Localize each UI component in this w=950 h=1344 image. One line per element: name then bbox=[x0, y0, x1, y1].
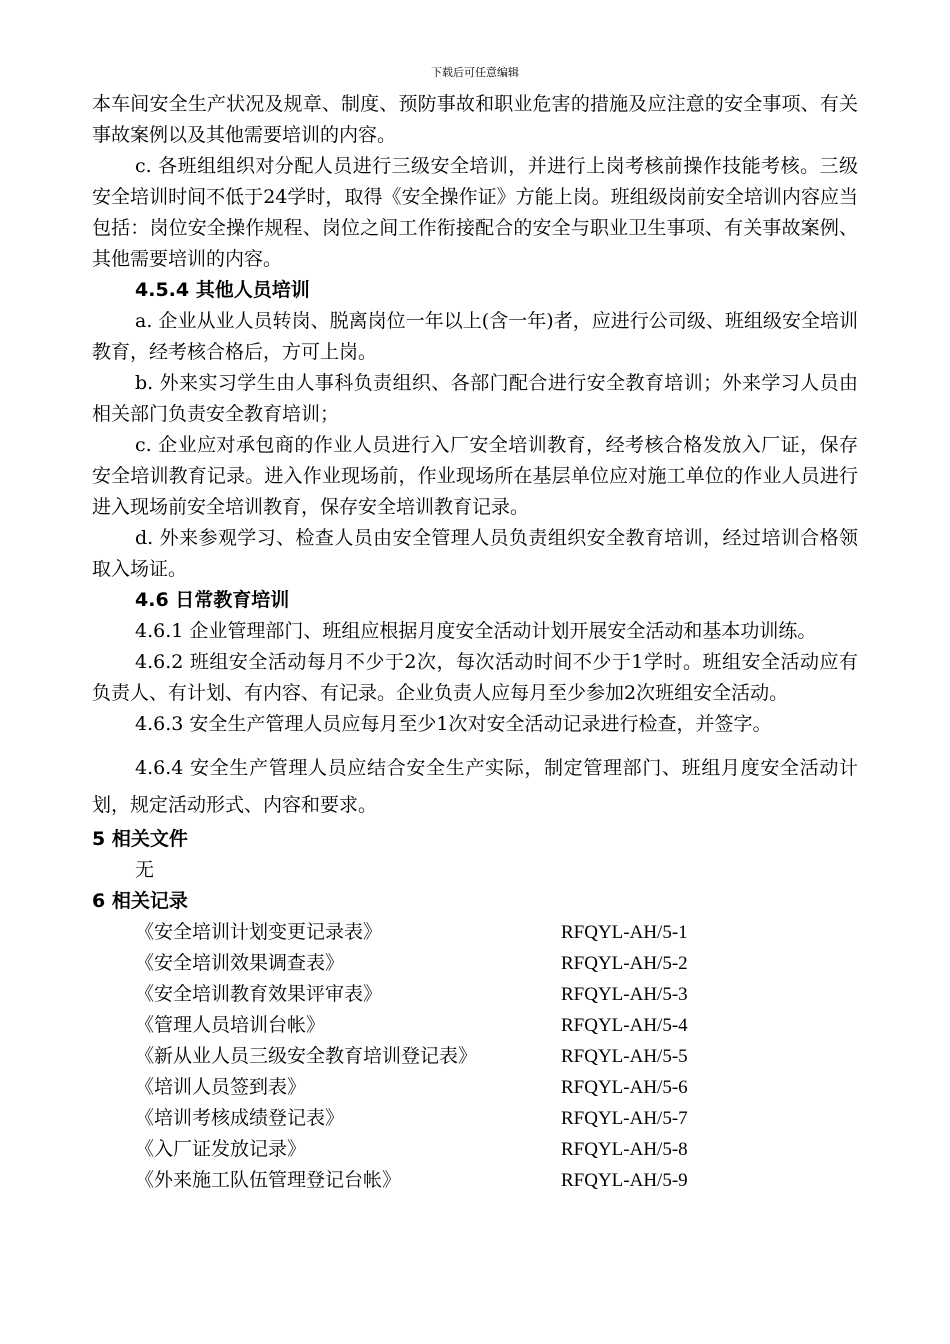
record-code: RFQYL-AH/5-9 bbox=[561, 1170, 688, 1191]
paragraph-continued: 本车间安全生产状况及规章、制度、预防事故和职业危害的措施及应注意的安全事项、有关事故案例以及其他需要培训的内容。 bbox=[92, 93, 858, 146]
record-row bbox=[92, 1103, 858, 1134]
record-row bbox=[92, 1041, 858, 1072]
section-heading-6: 6 相关记录 bbox=[92, 890, 188, 912]
paragraph-item-b: b. 外来实习学生由人事科负责组织、各部门配合进行安全教育培训；外来学习人员由相关部门负责安全教育培训； bbox=[92, 372, 858, 425]
header-note: 下载后可任意编辑 bbox=[431, 66, 519, 79]
record-row bbox=[92, 1072, 858, 1103]
record-code: RFQYL-AH/5-8 bbox=[561, 1139, 688, 1160]
paragraph-item-a: a. 企业从业人员转岗、脱离岗位一年以上(含一年)者，应进行公司级、班组级安全培训教育，经考核合格后，方可上岗。 bbox=[92, 310, 858, 363]
record-code: RFQYL-AH/5-2 bbox=[561, 953, 688, 974]
paragraph-4-6-1: 4.6.1 企业管理部门、班组应根据月度安全活动计划开展安全活动和基本功训练。 bbox=[135, 620, 817, 642]
record-row bbox=[92, 979, 858, 1010]
paragraph-item-d: d. 外来参观学习、检查人员由安全管理人员负责组织安全教育培训，经过培训合格领取入场证。 bbox=[92, 527, 858, 580]
paragraph-item-c-team-training: c. 各班组组织对分配人员进行三级安全培训，并进行上岗考核前操作技能考核。三级安全培训时间不低于24学时，取得《安全操作证》方能上岗。班组级岗前安全培训内容应当包括：岗位安全操作规程、岗位之间工作衔接配合的安全与职业卫生事项、有关事故案例、其他需要培训的内容。 bbox=[92, 155, 858, 270]
record-code: RFQYL-AH/5-6 bbox=[561, 1077, 688, 1098]
record-name: 《培训人员签到表》 bbox=[135, 1076, 307, 1098]
record-name: 《安全培训效果调查表》 bbox=[135, 952, 345, 974]
paragraph-4-6-4: 4.6.4 安全生产管理人员应结合安全生产实际，制定管理部门、班组月度安全活动计划，规定活动形式、内容和要求。 bbox=[92, 757, 858, 816]
record-row bbox=[92, 1010, 858, 1041]
record-code: RFQYL-AH/5-7 bbox=[561, 1108, 688, 1129]
record-name: 《外来施工队伍管理登记台帐》 bbox=[135, 1169, 402, 1191]
record-code: RFQYL-AH/5-5 bbox=[561, 1046, 688, 1067]
records-list bbox=[92, 917, 858, 1196]
record-name: 《新从业人员三级安全教育培训登记表》 bbox=[135, 1045, 478, 1067]
record-row bbox=[92, 1134, 858, 1165]
record-row bbox=[92, 1165, 858, 1196]
record-code: RFQYL-AH/5-1 bbox=[561, 922, 688, 943]
section-heading-4-5-4: 4.5.4 其他人员培训 bbox=[135, 279, 310, 301]
record-row bbox=[92, 948, 858, 979]
document-body bbox=[92, 89, 858, 1196]
paragraph-4-6-2: 4.6.2 班组安全活动每月不少于2次，每次活动时间不少于1学时。班组安全活动应有负责人、有计划、有内容、有记录。企业负责人应每月至少参加2次班组安全活动。 bbox=[92, 651, 858, 704]
record-name: 《安全培训教育效果评审表》 bbox=[135, 983, 383, 1005]
related-files-content: 无 bbox=[135, 859, 155, 881]
paragraph-item-c: c. 企业应对承包商的作业人员进行入厂安全培训教育，经考核合格发放入厂证，保存安全培训教育记录。进入作业现场前，作业现场所在基层单位应对施工单位的作业人员进行进入现场前安全培训教育，保存安全培训教育记录。 bbox=[92, 434, 858, 518]
record-row bbox=[92, 917, 858, 948]
record-code: RFQYL-AH/5-3 bbox=[561, 984, 688, 1005]
paragraph-4-6-3: 4.6.3 安全生产管理人员应每月至少1次对安全活动记录进行检查，并签字。 bbox=[135, 713, 772, 735]
section-heading-5: 5 相关文件 bbox=[92, 828, 188, 850]
record-code: RFQYL-AH/5-4 bbox=[561, 1015, 688, 1036]
record-name: 《入厂证发放记录》 bbox=[135, 1138, 307, 1160]
record-name: 《安全培训计划变更记录表》 bbox=[135, 921, 383, 943]
record-name: 《管理人员培训台帐》 bbox=[135, 1014, 326, 1036]
record-name: 《培训考核成绩登记表》 bbox=[135, 1107, 345, 1129]
section-heading-4-6: 4.6 日常教育培训 bbox=[135, 589, 290, 611]
